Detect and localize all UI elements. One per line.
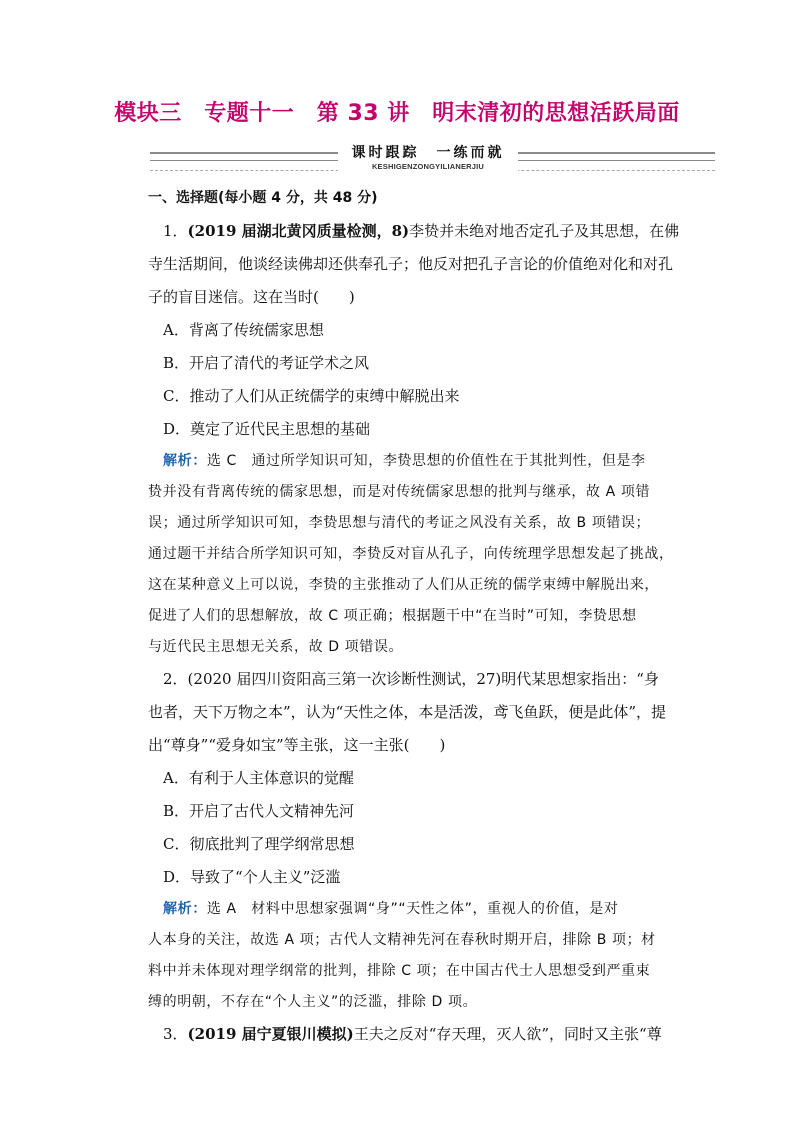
- banner-label-en: KESHIGENZONGYILIANERJIU: [371, 162, 485, 171]
- analysis-1-line-2: 贽并没有背离传统的儒家思想，而是对传统儒家思想的批判与继承，故 A 项错: [148, 484, 651, 500]
- analysis-text: 选 A 材料中思想家强调“身”“天性之体”，重视人的价值，是对: [206, 901, 619, 917]
- analysis-label: 解析：: [163, 453, 207, 469]
- analysis-1-line-4: 通过题干并结合所学知识可知，李贽反对盲从孔子，向传统理学思想发起了挑战，: [148, 546, 674, 562]
- analysis-2-line-1: [148, 894, 646, 925]
- question-3-line-1: [148, 1018, 662, 1051]
- question-1-line-3: 子的盲目迷信。这在当时( ): [148, 288, 355, 306]
- analysis-1-line-6: 促进了人们的思想解放，故 C 项正确；根据题干中“在当时”可知，李贽思想: [148, 608, 637, 624]
- option-c: C．彻底批判了理学纲常思想: [163, 835, 355, 853]
- banner-label: [338, 142, 518, 174]
- question-source: (2020 届四川资阳高三第一次诊断性测试，27): [187, 670, 502, 688]
- analysis-1-line-1: [148, 446, 646, 477]
- option-d: D．导致了“个人主义”泛滥: [163, 868, 341, 886]
- banner-label-cn: 课时跟踪 一练而就: [351, 145, 505, 161]
- analysis-2-line-2: 人本身的关注，故选 A 项；古代人文精神先河在春秋时期开启，排除 B 项；材: [148, 932, 656, 948]
- question-number: 3．: [163, 1025, 188, 1043]
- analysis-text: 选 C 通过所学知识可知，李贽思想的价值性在于其批判性，但是李: [206, 453, 646, 469]
- option-d: D．奠定了近代民主思想的基础: [163, 420, 371, 438]
- section-banner: [150, 140, 715, 184]
- option-a: A．背离了传统儒家思想: [163, 321, 324, 339]
- analysis-2-line-4: 缚的明朝，不存在“个人主义”的泛滥，排除 D 项。: [148, 994, 478, 1010]
- page-title: 模块三 专题十一 第 33 讲 明末清初的思想活跃局面: [114, 101, 680, 126]
- question-stem: 明代某思想家指出：“身: [501, 670, 659, 688]
- question-1-line-2: 寺生活期间，他谈经读佛却还供奉孔子；他反对把孔子言论的价值绝对化和对孔: [148, 255, 674, 273]
- question-source: (2019 届宁夏银川模拟): [187, 1025, 354, 1043]
- question-2-line-2: 也者，天下万物之本”，认为“天性之体，本是活泼，鸢飞鱼跃，便是此体”，提: [148, 703, 667, 721]
- question-stem: 王夫之反对“存天理，灭人欲”，同时又主张“尊: [353, 1025, 662, 1043]
- analysis-1-line-5: 这在某种意义上可以说，李贽的主张推动了人们从正统的儒学束缚中解脱出来，: [148, 577, 659, 593]
- option-b: B．开启了清代的考证学术之风: [163, 354, 370, 372]
- question-source: (2019 届湖北黄冈质量检测，8): [187, 222, 410, 240]
- question-2-line-1: [148, 663, 659, 696]
- analysis-1-line-3: 误；通过所学知识可知，李贽思想与清代的考证之风没有关系，故 B 项错误；: [148, 515, 651, 531]
- question-number: 1．: [163, 222, 188, 240]
- question-2-line-3: 出“尊身”“爱身如宝”等主张，这一主张( ): [148, 736, 446, 754]
- question-stem: 李贽并未绝对地否定孔子及其思想，在佛: [409, 222, 680, 240]
- option-b: B．开启了古代人文精神先河: [163, 802, 355, 820]
- section-heading: 一、选择题(每小题 4 分，共 48 分): [148, 190, 378, 206]
- option-c: C．推动了人们从正统儒学的束缚中解脱出来: [163, 387, 460, 405]
- analysis-1-line-7: 与近代民主思想无关系，故 D 项错误。: [148, 639, 404, 655]
- question-1-line-1: [148, 215, 680, 248]
- question-number: 2．: [163, 670, 188, 688]
- option-a: A．有利于人主体意识的觉醒: [163, 769, 354, 787]
- analysis-2-line-3: 料中并未体现对理学纲常的批判，排除 C 项；在中国古代士人思想受到严重束: [148, 963, 651, 979]
- analysis-label: 解析：: [163, 901, 207, 917]
- question-content: [148, 182, 680, 1051]
